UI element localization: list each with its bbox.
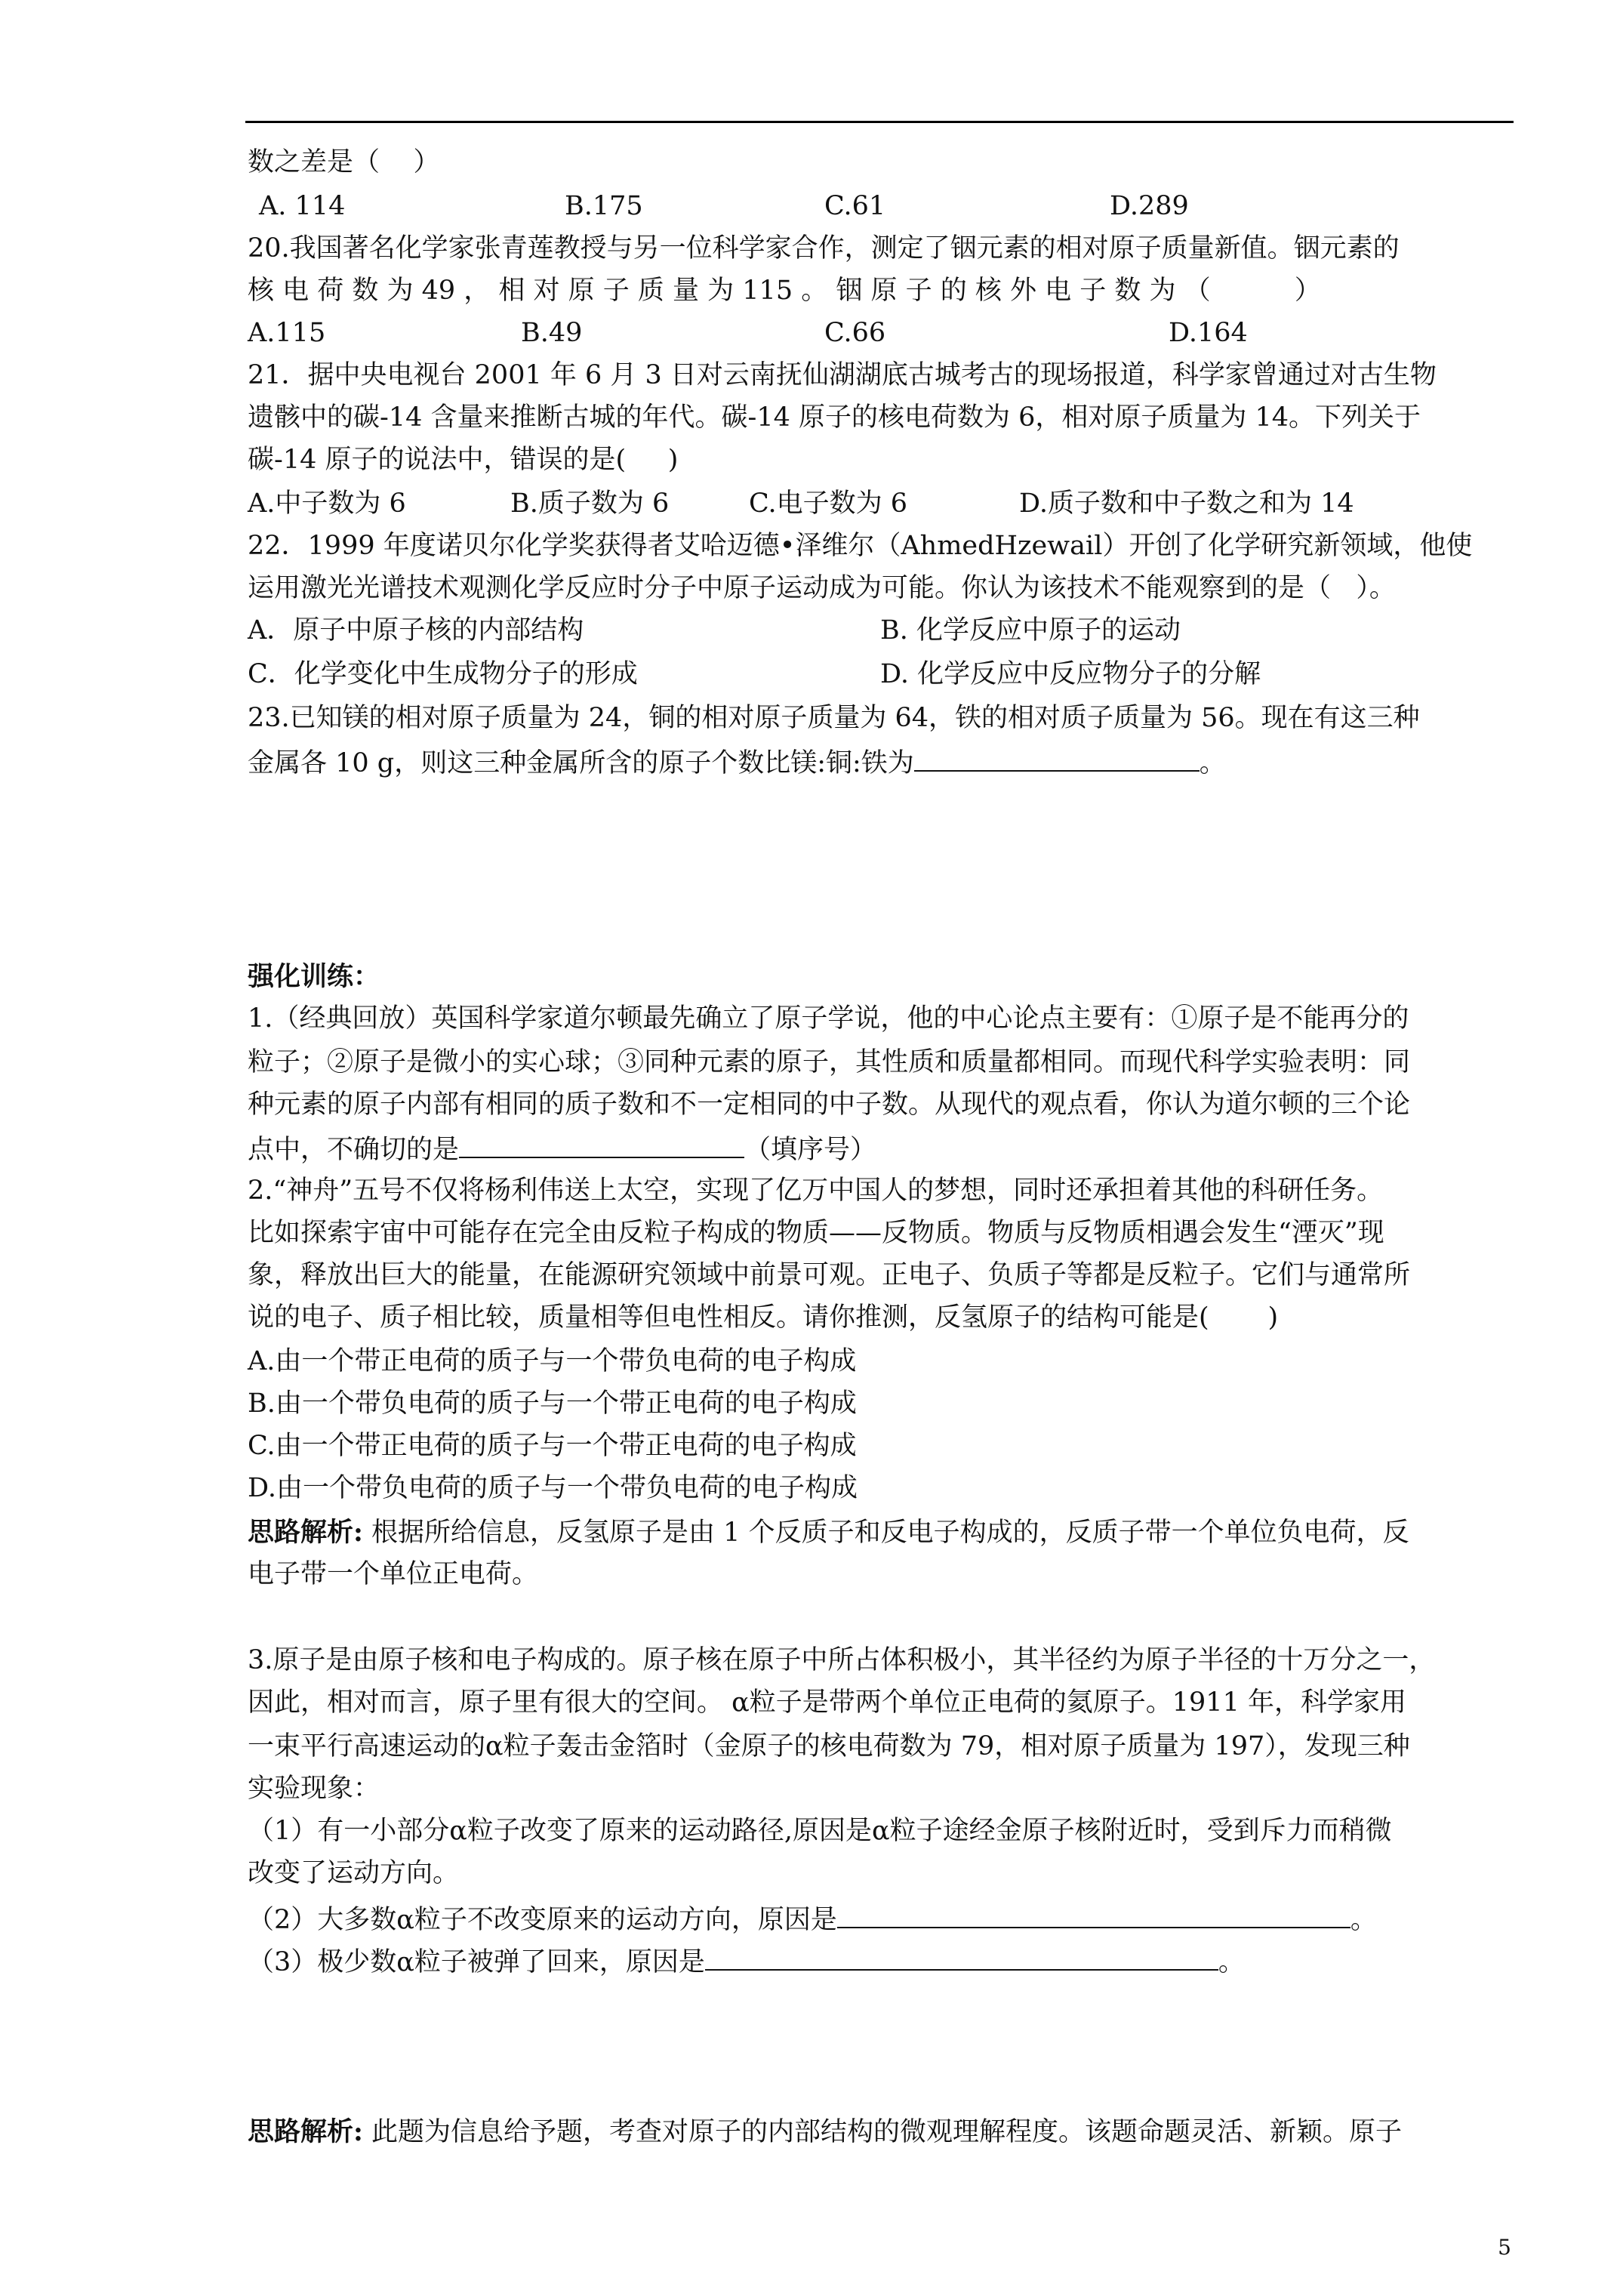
q23-answer-blank[interactable]: [914, 747, 1200, 772]
e2-option-c: C.由一个带正电荷的质子与一个带正电荷的电子构成: [248, 1431, 857, 1461]
e2-line1: 2.“神舟”五号不仅将杨利伟送上太空，实现了亿万中国人的梦想，同时还承担着其他的科研任务。: [248, 1176, 1384, 1206]
header-rule: [245, 121, 1514, 123]
q20-option-d: D.164: [1169, 318, 1248, 348]
q20-option-a: A.115: [248, 318, 326, 348]
e2-analysis-label: 思路解析:: [248, 1517, 363, 1548]
q22-option-a: A．原子中原子核的内部结构: [248, 615, 584, 646]
q20-line2: 核 电 荷 数 为 49 ， 相 对 原 子 质 量 为 115 。 铟 原 子 的 核 外 电 子 数 为 （ ）: [248, 276, 1321, 306]
e2-line3: 象，释放出巨大的能量，在能源研究领域中前景可观。正电子、负质子等都是反粒子。它们与通常所: [248, 1260, 1411, 1290]
q20-option-b: B.49: [521, 318, 583, 348]
page-number: 5: [1498, 2235, 1511, 2260]
q22-line2: 运用激光光谱技术观测化学反应时分子中原子运动成为可能。你认为该技术不能观察到的是（ ）。: [248, 573, 1396, 603]
e1-line3: 种元素的原子内部有相同的质子数和不一定相同的中子数。从现代的观点看，你认为道尔顿的三个论: [248, 1089, 1411, 1120]
q19-option-d: D.289: [1110, 191, 1189, 221]
q21-line3: 碳-14 原子的说法中，错误的是( ): [248, 445, 679, 475]
q23-line2: [248, 747, 1226, 777]
q21-line2: 遗骸中的碳-14 含量来推断古城的年代。碳-14 原子的核电荷数为 6，相对原子质量为 14。下列关于: [248, 402, 1421, 433]
q23-line1: 23.已知镁的相对原子质量为 24，铜的相对原子质量为 64，铁的相对质子质量为 56。现在有这三种: [248, 703, 1420, 733]
e3-line3: 一束平行高速运动的α粒子轰击金箔时（金原子的核电荷数为 79，相对原子质量为 197），发现三种: [248, 1731, 1410, 1761]
e3-line4: 实验现象：: [248, 1774, 380, 1804]
q23-text: 金属各 10 g，则这三种金属所含的原子个数比镁:铜:铁为: [248, 748, 914, 778]
q21-option-c: C.电子数为 6: [749, 488, 908, 519]
e1-text: 点中，不确切的是: [248, 1135, 460, 1165]
e3-analysis-label: 思路解析:: [248, 2116, 363, 2147]
e3-part2-suffix: 。: [1350, 1905, 1377, 1935]
e3-line2: 因此，相对而言，原子里有很大的空间。 α粒子是带两个单位正电荷的氦原子。1911 年，科学家用: [248, 1687, 1406, 1718]
e3-part3-suffix: 。: [1218, 1947, 1245, 1977]
e3-line1: 3.原子是由原子核和电子构成的。原子核在原子中所占体积极小，其半径约为原子半径的十万分之一，: [248, 1645, 1436, 1675]
q20-option-c: C.66: [824, 318, 886, 348]
q21-line1: 21．据中央电视台 2001 年 6 月 3 日对云南抚仙湖湖底古城考古的现场报道，科学家曾通过对古生物: [248, 360, 1437, 390]
e3-part2-answer-blank[interactable]: [837, 1904, 1350, 1928]
e2-analysis-text: 根据所给信息，反氢原子是由 1 个反质子和反电子构成的，反质子带一个单位负电荷，反: [362, 1518, 1409, 1548]
e2-line4: 说的电子、质子相比较，质量相等但电性相反。请你推测，反氢原子的结构可能是( ): [248, 1302, 1279, 1333]
e3-analysis-text: 此题为信息给予题，考查对原子的内部结构的微观理解程度。该题命题灵活、新颖。原子: [362, 2117, 1403, 2147]
q22-line1: 22．1999 年度诺贝尔化学奖获得者艾哈迈德•泽维尔（AhmedHzewail）开创了化学研究新领域，他使: [248, 531, 1473, 561]
e2-option-b: B.由一个带负电荷的质子与一个带正电荷的电子构成: [248, 1388, 857, 1419]
e2-analysis-line2: 电子带一个单位正电荷。: [248, 1559, 539, 1589]
e2-option-a: A.由一个带正电荷的质子与一个带负电荷的电子构成: [248, 1346, 857, 1376]
q19-stem: 数之差是（ ）: [248, 147, 440, 177]
e2-line2: 比如探索宇宙中可能存在完全由反粒子构成的物质——反物质。物质与反物质相遇会发生“湮灭”现: [248, 1218, 1384, 1248]
q23-suffix: 。: [1199, 748, 1226, 778]
q22-option-c: C．化学变化中生成物分子的形成: [248, 659, 638, 689]
e3-part1-line2: 改变了运动方向。: [248, 1858, 460, 1888]
e1-line1: 1.（经典回放）英国科学家道尔顿最先确立了原子学说，他的中心论点主要有：①原子是不能再分的: [248, 1003, 1409, 1034]
e3-analysis-line1: [248, 2116, 1403, 2147]
e2-analysis-line1: [248, 1519, 1409, 1546]
q21-option-d: D.质子数和中子数之和为 14: [1019, 488, 1354, 519]
e3-part1-line1: （1）有一小部分α粒子改变了原来的运动路径,原因是α粒子途经金原子核附近时，受到斥力而稍微: [248, 1816, 1392, 1846]
q21-option-a: A.中子数为 6: [248, 488, 406, 519]
e3-part3-text: （3）极少数α粒子被弹了回来，原因是: [248, 1947, 705, 1977]
q22-option-d: D. 化学反应中反应物分子的分解: [880, 659, 1261, 689]
section-title: 强化训练：: [248, 961, 380, 992]
e3-part3-answer-blank[interactable]: [705, 1946, 1218, 1971]
q21-option-b: B.质子数为 6: [510, 488, 670, 519]
e1-line2: 粒子；②原子是微小的实心球；③同种元素的原子，其性质和质量都相同。而现代科学实验表明：同: [248, 1047, 1411, 1077]
e2-option-d: D.由一个带负电荷的质子与一个带负电荷的电子构成: [248, 1473, 858, 1503]
q22-option-b: B. 化学反应中原子的运动: [880, 615, 1181, 646]
e3-part2-text: （2）大多数α粒子不改变原来的运动方向，原因是: [248, 1905, 837, 1935]
e1-suffix: （填序号）: [744, 1135, 877, 1165]
q19-option-c: C.61: [824, 191, 886, 221]
e3-part3: [248, 1946, 1245, 1976]
q19-option-b: B.175: [565, 191, 643, 221]
e1-line4: [248, 1134, 876, 1163]
q20-line1: 20.我国著名化学家张青莲教授与另一位科学家合作，测定了铟元素的相对原子质量新值。铟元素的: [248, 233, 1400, 264]
e1-answer-blank[interactable]: [459, 1134, 744, 1158]
e3-part2: [248, 1904, 1377, 1934]
q19-option-a: A. 114: [259, 191, 346, 221]
